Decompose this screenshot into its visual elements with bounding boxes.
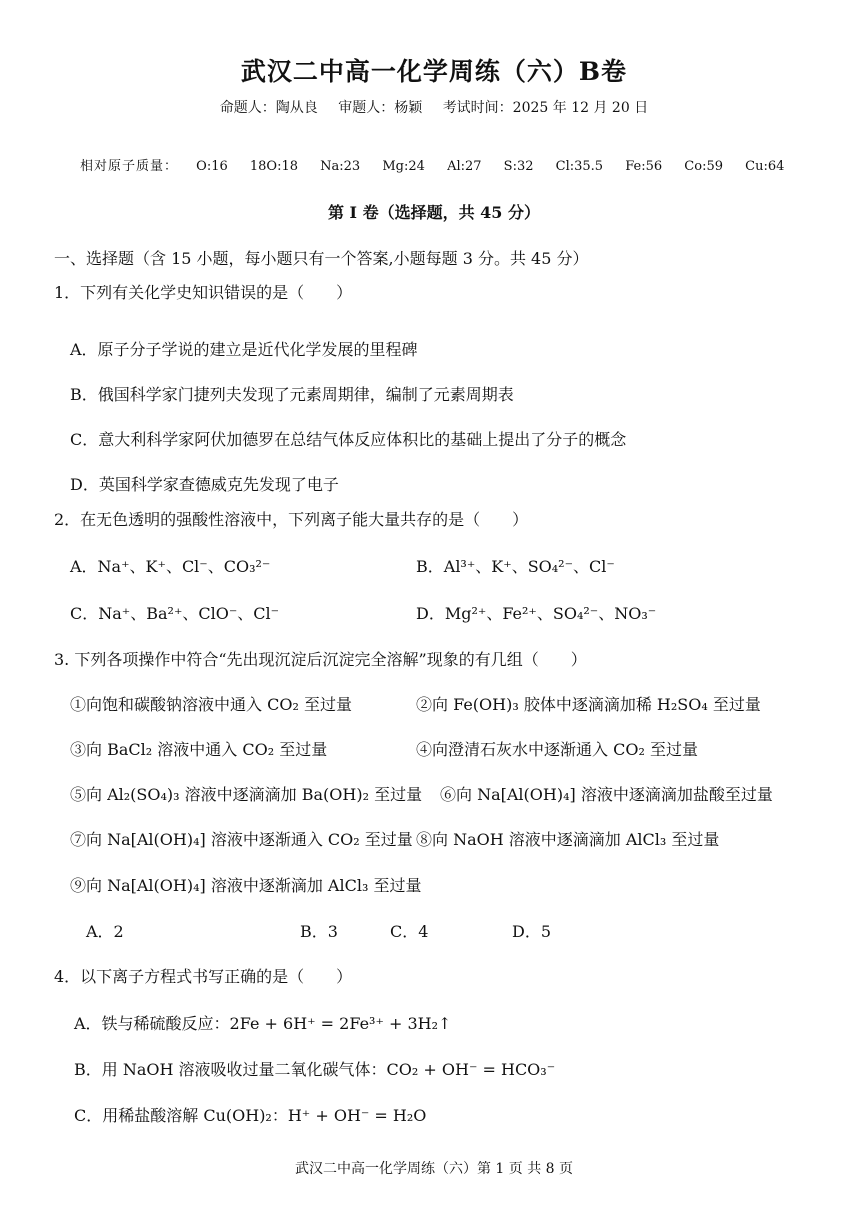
q3-item-2: ②向 Fe(OH)₃ 胶体中逐滴滴加稀 H₂SO₄ 至过量 (416, 695, 761, 714)
q3-item-3: ③向 BaCl₂ 溶液中通入 CO₂ 至过量 (70, 740, 328, 759)
author: 命题人：陶从良 (219, 100, 318, 116)
mass-item: 18O:18 (249, 159, 299, 174)
q4-option-b: B．用 NaOH 溶液吸收过量二氧化碳气体：CO₂ + OH⁻ = HCO₃⁻ (74, 1060, 556, 1079)
byline (0, 97, 868, 117)
q2-option-c: C．Na⁺、Ba²⁺、ClO⁻、Cl⁻ (70, 604, 280, 623)
q3-option-a: A．2 (86, 922, 124, 941)
q1-option-c: C．意大利科学家阿伏加德罗在总结气体反应体积比的基础上提出了分子的概念 (70, 430, 627, 449)
mass-item: Co:59 (684, 159, 723, 174)
q2-stem: 2．在无色透明的强酸性溶液中，下列离子能大量共存的是（ ） (54, 510, 529, 529)
q2-option-b: B．Al³⁺、K⁺、SO₄²⁻、Cl⁻ (416, 557, 615, 576)
mass-item: Na:23 (320, 159, 361, 174)
mass-item: Mg:24 (382, 159, 425, 174)
q1-option-b: B．俄国科学家门捷列夫发现了元素周期律，编制了元素周期表 (70, 385, 514, 404)
q3-item-9: ⑨向 Na[Al(OH)₄] 溶液中逐渐滴加 AlCl₃ 至过量 (70, 876, 422, 895)
q3-option-d: D．5 (512, 922, 552, 941)
q2-option-a: A．Na⁺、K⁺、Cl⁻、CO₃²⁻ (70, 557, 271, 576)
mass-item: O:16 (196, 159, 228, 174)
q1-option-a: A．原子分子学说的建立是近代化学发展的里程碑 (70, 340, 418, 359)
q3-item-6: ⑥向 Na[Al(OH)₄] 溶液中逐滴滴加盐酸至过量 (440, 785, 773, 804)
q3-item-4: ④向澄清石灰水中逐渐通入 CO₂ 至过量 (416, 740, 698, 759)
atomic-masses (80, 155, 802, 174)
q3-item-8: ⑧向 NaOH 溶液中逐滴滴加 AlCl₃ 至过量 (416, 830, 720, 849)
mass-item: Fe:56 (625, 159, 663, 174)
document-title: 武汉二中高一化学周练（六）B卷 (240, 57, 628, 86)
exam-time: 考试时间：2025 年 12 月 20 日 (442, 100, 649, 116)
q1-option-d: D．英国科学家查德威克先发现了电子 (70, 475, 339, 494)
mass-item: Cu:64 (745, 159, 785, 174)
reviewer: 审题人：杨颖 (338, 100, 423, 116)
q2-option-d: D．Mg²⁺、Fe²⁺、SO₄²⁻、NO₃⁻ (416, 604, 657, 623)
q3-item-1: ①向饱和碳酸钠溶液中通入 CO₂ 至过量 (70, 695, 352, 714)
part-title: 一、选择题（含 15 小题，每小题只有一个答案,小题每题 3 分。共 45 分） (54, 249, 589, 268)
q3-option-c: C．4 (390, 922, 429, 941)
page-footer: 武汉二中高一化学周练（六）第 1 页 共 8 页 (294, 1161, 574, 1177)
q3-item-5: ⑤向 Al₂(SO₄)₃ 溶液中逐滴滴加 Ba(OH)₂ 至过量 (70, 785, 423, 804)
q3-item-7: ⑦向 Na[Al(OH)₄] 溶液中逐渐通入 CO₂ 至过量 (70, 830, 413, 849)
section-title: 第 I 卷（选择题，共 45 分） (327, 203, 541, 222)
q3-option-b: B．3 (300, 922, 338, 941)
q4-stem: 4．以下离子方程式书写正确的是（ ） (54, 967, 353, 986)
q4-option-a: A．铁与稀硫酸反应：2Fe + 6H⁺ = 2Fe³⁺ + 3H₂↑ (74, 1014, 452, 1033)
mass-item: S:32 (503, 159, 534, 174)
q4-option-c: C．用稀盐酸溶解 Cu(OH)₂：H⁺ + OH⁻ = H₂O (74, 1106, 427, 1125)
mass-item: Cl:35.5 (555, 159, 604, 174)
q3-stem: 3. 下列各项操作中符合“先出现沉淀后沉淀完全溶解”现象的有几组（ ） (54, 650, 587, 669)
q1-stem: 1．下列有关化学史知识错误的是（ ） (54, 283, 353, 302)
atomic-masses-label: 相对原子质量： (80, 159, 179, 174)
mass-item: Al:27 (447, 159, 482, 174)
